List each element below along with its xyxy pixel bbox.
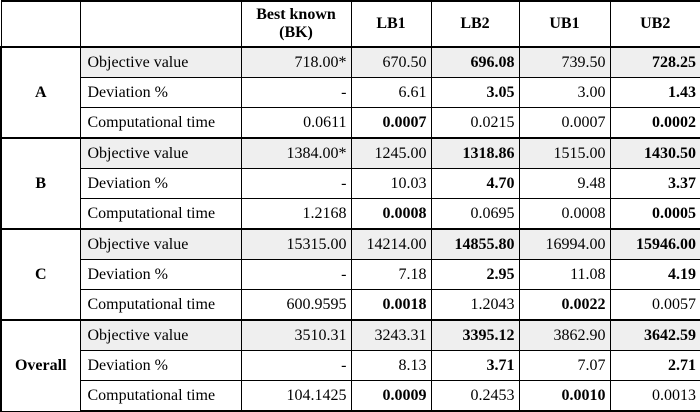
value-cell: 0.0022 (519, 290, 610, 321)
value-cell: 11.08 (519, 260, 610, 290)
value-cell: 0.0013 (610, 381, 700, 412)
value-cell: 3.05 (431, 78, 519, 108)
value-cell: 3243.31 (351, 320, 431, 351)
value-cell: 1318.86 (431, 138, 519, 169)
group-c (1, 229, 700, 320)
value-cell: 1.2043 (431, 290, 519, 321)
value-cell: 4.19 (610, 260, 700, 290)
value-cell: 0.0008 (351, 199, 431, 230)
value-cell: 1430.50 (610, 138, 700, 169)
table-row (1, 229, 700, 260)
value-cell: 1384.00* (241, 138, 351, 169)
group-label: B (1, 138, 80, 229)
header-best-known: Best known (BK) (241, 1, 351, 47)
metric-label: Computational time (80, 290, 241, 321)
value-cell: 0.0611 (241, 108, 351, 139)
metric-label: Objective value (80, 229, 241, 260)
table-row (1, 199, 700, 230)
value-cell: 2.95 (431, 260, 519, 290)
table-row (1, 320, 700, 351)
value-cell: 0.0007 (351, 108, 431, 139)
value-cell: 4.70 (431, 169, 519, 199)
value-cell: 3642.59 (610, 320, 700, 351)
header-blank-metric (80, 1, 241, 47)
value-cell: 104.1425 (241, 381, 351, 412)
value-cell: 0.0002 (610, 108, 700, 139)
value-cell: 14214.00 (351, 229, 431, 260)
value-cell: 6.61 (351, 78, 431, 108)
header-ub1: UB1 (519, 1, 610, 47)
metric-label: Computational time (80, 108, 241, 139)
value-cell: 0.0057 (610, 290, 700, 321)
group-label: A (1, 47, 80, 138)
value-cell: - (241, 351, 351, 381)
value-cell: - (241, 169, 351, 199)
value-cell: 0.0005 (610, 199, 700, 230)
table-header (1, 1, 700, 47)
value-cell: 0.0010 (519, 381, 610, 412)
value-cell: 670.50 (351, 47, 431, 78)
table-row (1, 47, 700, 78)
value-cell: 0.0007 (519, 108, 610, 139)
value-cell: 0.0008 (519, 199, 610, 230)
value-cell: 1515.00 (519, 138, 610, 169)
metric-label: Objective value (80, 47, 241, 78)
group-a (1, 47, 700, 138)
header-lb2: LB2 (431, 1, 519, 47)
value-cell: 9.48 (519, 169, 610, 199)
value-cell: 3.00 (519, 78, 610, 108)
value-cell: 3395.12 (431, 320, 519, 351)
group-b (1, 138, 700, 229)
table-row (1, 290, 700, 321)
group-label: C (1, 229, 80, 320)
metric-label: Computational time (80, 381, 241, 412)
group-label: Overall (1, 320, 80, 411)
value-cell: 2.71 (610, 351, 700, 381)
value-cell: 0.0018 (351, 290, 431, 321)
table-row (1, 138, 700, 169)
value-cell: 1245.00 (351, 138, 431, 169)
metric-label: Deviation % (80, 351, 241, 381)
value-cell: 728.25 (610, 47, 700, 78)
table-row (1, 381, 700, 412)
header-blank-group (1, 1, 80, 47)
value-cell: - (241, 78, 351, 108)
metric-label: Objective value (80, 138, 241, 169)
metric-label: Deviation % (80, 260, 241, 290)
table-row (1, 169, 700, 199)
value-cell: 3.71 (431, 351, 519, 381)
value-cell: 7.07 (519, 351, 610, 381)
value-cell: 1.43 (610, 78, 700, 108)
header-ub2: UB2 (610, 1, 700, 47)
value-cell: - (241, 260, 351, 290)
value-cell: 16994.00 (519, 229, 610, 260)
value-cell: 3510.31 (241, 320, 351, 351)
metric-label: Computational time (80, 199, 241, 230)
value-cell: 14855.80 (431, 229, 519, 260)
value-cell: 739.50 (519, 47, 610, 78)
header-lb1: LB1 (351, 1, 431, 47)
table-row (1, 351, 700, 381)
metric-label: Objective value (80, 320, 241, 351)
value-cell: 10.03 (351, 169, 431, 199)
value-cell: 0.0695 (431, 199, 519, 230)
value-cell: 15315.00 (241, 229, 351, 260)
value-cell: 3.37 (610, 169, 700, 199)
metric-label: Deviation % (80, 78, 241, 108)
table-row (1, 108, 700, 139)
header-row (1, 1, 700, 47)
value-cell: 696.08 (431, 47, 519, 78)
value-cell: 7.18 (351, 260, 431, 290)
value-cell: 15946.00 (610, 229, 700, 260)
value-cell: 8.13 (351, 351, 431, 381)
value-cell: 3862.90 (519, 320, 610, 351)
value-cell: 718.00* (241, 47, 351, 78)
value-cell: 0.0215 (431, 108, 519, 139)
metric-label: Deviation % (80, 169, 241, 199)
value-cell: 0.2453 (431, 381, 519, 412)
table-row (1, 260, 700, 290)
value-cell: 600.9595 (241, 290, 351, 321)
table-row (1, 78, 700, 108)
group-overall (1, 320, 700, 411)
value-cell: 1.2168 (241, 199, 351, 230)
value-cell: 0.0009 (351, 381, 431, 412)
